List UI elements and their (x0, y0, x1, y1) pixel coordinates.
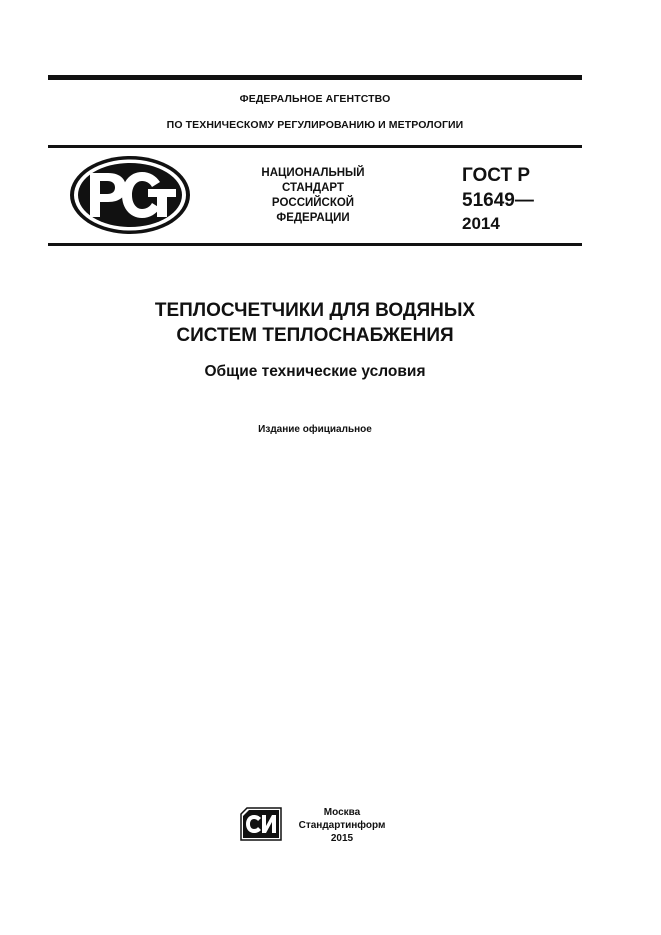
header-bottom-rule (48, 243, 582, 246)
document-title-line-1: ТЕПЛОСЧЕТЧИКИ ДЛЯ ВОДЯНЫХ (154, 300, 476, 321)
publisher-info (292, 806, 392, 845)
standard-designation (462, 163, 534, 235)
national-standard-line-3: РОССИЙСКОЙ (271, 197, 355, 209)
document-title-line-2: СИСТЕМ ТЕПЛОСНАБЖЕНИЯ (176, 325, 454, 346)
header-divider (48, 145, 582, 148)
standartinform-logo-icon (239, 806, 283, 842)
designation-line-1: ГОСТ Р (462, 165, 531, 186)
publisher-city: Москва (323, 807, 361, 818)
publisher-year: 2015 (330, 833, 354, 844)
designation-line-3: 2014 (462, 214, 500, 233)
designation-line-2: 51649— (462, 190, 534, 211)
national-standard-line-1: НАЦИОНАЛЬНЫЙ (261, 167, 365, 179)
agency-name-line-1: ФЕДЕРАЛЬНОЕ АГЕНТСТВО (239, 93, 391, 105)
top-rule (48, 75, 582, 80)
agency-name-line-2: ПО ТЕХНИЧЕСКОМУ РЕГУЛИРОВАНИЮ И МЕТРОЛОГИИ (166, 119, 464, 131)
national-standard-line-2: СТАНДАРТ (282, 182, 344, 194)
national-standard-line-4: ФЕДЕРАЦИИ (276, 212, 350, 224)
publisher-name: Стандартинформ (298, 820, 386, 831)
document-subtitle: Общие технические условия (204, 363, 426, 380)
edition-note: Издание официальное (258, 424, 372, 435)
national-standard-label (232, 166, 394, 226)
document-title (48, 298, 582, 348)
rst-emblem-icon (68, 155, 192, 235)
